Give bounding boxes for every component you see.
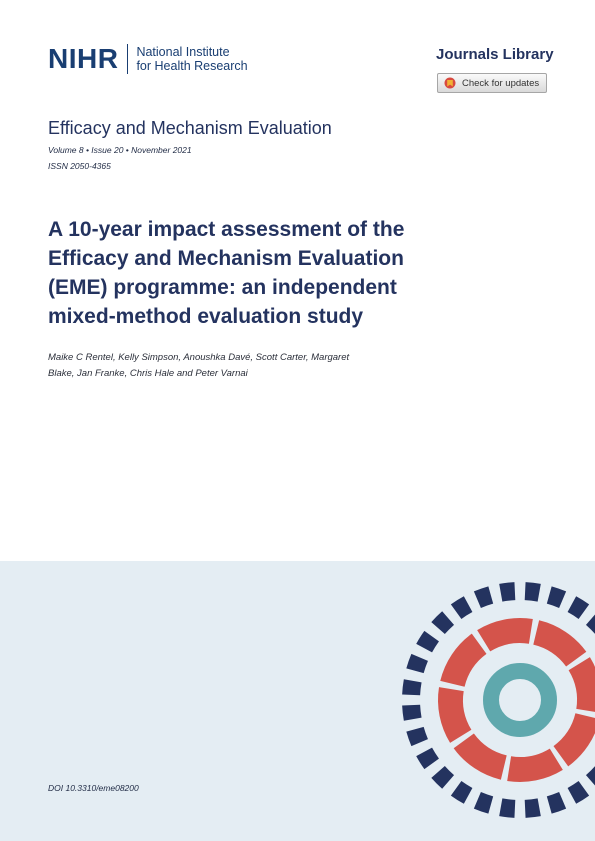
outer-ring-segment — [402, 679, 421, 695]
check-for-updates-label: Check for updates — [462, 77, 540, 89]
journals-library-label: Journals Library — [436, 46, 554, 63]
nihr-logo-mark: NIHR — [48, 43, 119, 74]
outer-ring-segment — [402, 705, 421, 721]
middle-ring-segment — [454, 734, 507, 780]
outer-ring-segment — [525, 798, 541, 817]
outer-ring-segment — [525, 582, 541, 601]
outer-ring-segment — [406, 654, 428, 673]
outer-ring-segment — [586, 766, 595, 789]
outer-ring-segment — [499, 582, 515, 601]
logo-line-2: for Health Research — [136, 59, 248, 73]
check-for-updates-button[interactable] — [437, 73, 547, 93]
roundel-graphic — [400, 580, 595, 828]
journal-name: Efficacy and Mechanism Evaluation — [48, 118, 332, 138]
middle-ring-segment — [533, 620, 586, 666]
volume-issue-line: Volume 8 • Issue 20 • November 2021 — [48, 145, 192, 155]
middle-ring-segment — [477, 618, 533, 651]
middle-segment-ring — [438, 618, 595, 782]
outer-ring-segment — [451, 781, 473, 804]
outer-ring-segment — [586, 611, 595, 634]
outer-ring-segment — [474, 586, 493, 608]
outer-ring-segment — [416, 748, 439, 770]
outer-ring-segment — [568, 596, 590, 619]
outer-ring-segment — [499, 798, 515, 817]
outer-ring-segment — [406, 727, 428, 746]
outer-ring-segment — [416, 631, 439, 653]
outer-ring-segment — [431, 766, 454, 789]
outer-ring-segment — [547, 586, 566, 608]
issn-line: ISSN 2050-4365 — [48, 161, 111, 171]
outer-ring-segment — [451, 596, 473, 619]
doi-line[interactable]: DOI 10.3310/eme08200 — [48, 783, 139, 793]
outer-ring-segment — [474, 792, 493, 814]
logo-divider — [127, 44, 128, 74]
inner-ring — [491, 671, 549, 729]
middle-ring-segment — [438, 687, 471, 743]
cover-header — [0, 0, 595, 120]
middle-ring-segment — [554, 713, 595, 766]
crossmark-icon — [444, 77, 456, 89]
article-title: A 10-year impact assessment of the Efficacy and Mechanism Evaluation (EME) programme: an independent mixed-method evaluation study — [48, 218, 405, 328]
nihr-logo-text — [136, 45, 247, 73]
outer-ring-segment — [568, 781, 590, 804]
nihr-logo[interactable] — [48, 44, 248, 74]
middle-ring-segment — [440, 634, 486, 687]
middle-ring-segment — [569, 657, 595, 713]
outer-ring-segment — [431, 611, 454, 634]
author-list: Maike C Rentel, Kelly Simpson, Anoushka Davé, Scott Carter, Margaret Blake, Jan Franke, Chris Hale and Peter Varnai — [48, 352, 350, 379]
middle-ring-segment — [507, 749, 563, 782]
outer-ring-segment — [547, 792, 566, 814]
logo-line-1: National Institute — [136, 45, 230, 59]
